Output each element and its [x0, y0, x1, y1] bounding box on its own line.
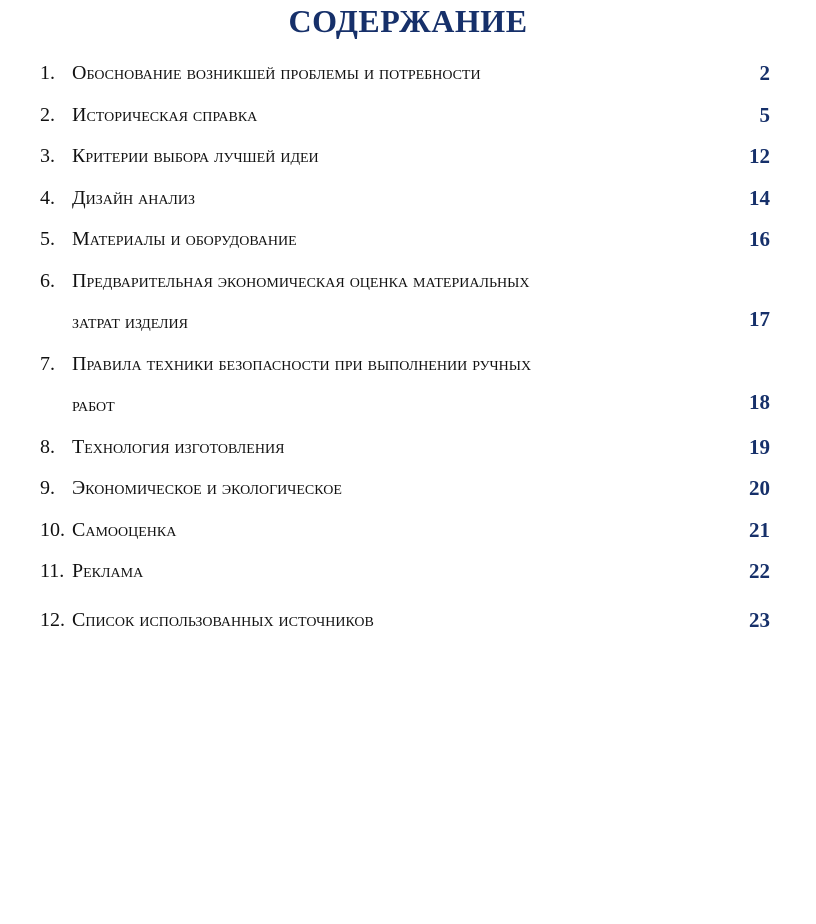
toc-entry: [40, 141, 780, 171]
entry-title-line1: Правила техники безопасности при выполнении ручных: [72, 353, 532, 375]
toc-entry: [40, 100, 780, 130]
entry-title-line2: работ: [72, 394, 115, 416]
entry-page-number: 16: [749, 227, 770, 251]
entry-number: 6.: [40, 270, 55, 292]
entry-number: 4.: [40, 187, 55, 209]
toc-entry: [40, 473, 780, 503]
entry-title: Дизайн анализ: [72, 187, 196, 209]
entry-page-number: 2: [759, 61, 770, 85]
entry-number: 11.: [40, 560, 65, 582]
entry-number: 12.: [40, 609, 65, 631]
entry-title-line1: Предварительная экономическая оценка материальных: [72, 270, 530, 292]
entry-title: Обоснование возникшей проблемы и потребности: [72, 62, 481, 84]
entry-page-number: 21: [749, 518, 770, 542]
entry-title: Экономическое и экологическое: [72, 477, 342, 499]
toc-entry: [40, 183, 780, 213]
toc-entry: [40, 224, 780, 254]
entry-page-number: 12: [749, 144, 770, 168]
entry-title: Материалы и оборудование: [72, 228, 297, 250]
entry-page-number: 14: [749, 186, 770, 210]
entry-page-number: 18: [749, 390, 770, 414]
entry-page-number: 19: [749, 435, 770, 459]
toc-entry: [40, 556, 780, 586]
toc-entry: [40, 349, 780, 421]
toc-entry: [40, 432, 780, 462]
entry-number: 2.: [40, 104, 55, 126]
entry-title: Самооценка: [72, 519, 177, 541]
entry-title: Реклама: [72, 560, 144, 582]
entry-number: 9.: [40, 477, 55, 499]
entry-title: Список использованных источников: [72, 609, 374, 631]
toc-entry: [40, 266, 780, 338]
entry-number: 7.: [40, 353, 55, 375]
toc-entry: [40, 58, 780, 88]
entry-page-number: 17: [749, 307, 770, 331]
entry-number: 8.: [40, 436, 55, 458]
entry-number: 10.: [40, 519, 65, 541]
entry-title-line2: затрат изделия: [72, 311, 189, 333]
entry-title: Технология изготовления: [72, 436, 285, 458]
entry-page-number: 20: [749, 476, 770, 500]
entry-page-number: 22: [749, 559, 770, 583]
entry-number: 3.: [40, 145, 55, 167]
entry-number: 5.: [40, 228, 55, 250]
entry-title: Критерии выбора лучшей идеи: [72, 145, 319, 167]
entry-page-number: 5: [759, 103, 770, 127]
toc-entry: [40, 515, 780, 545]
page-title: СОДЕРЖАНИЕ: [288, 3, 528, 39]
entry-page-number: 23: [749, 608, 770, 632]
entry-title: Историческая справка: [72, 104, 258, 126]
toc-entry: [40, 605, 780, 635]
entry-number: 1.: [40, 62, 55, 84]
